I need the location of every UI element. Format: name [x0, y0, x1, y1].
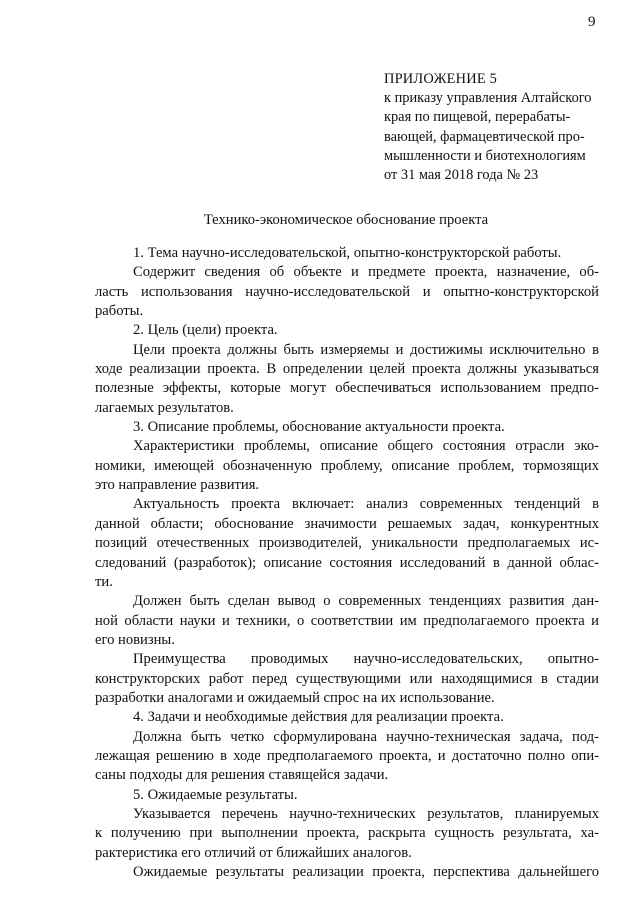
- appendix-line: от 31 мая 2018 года № 23: [384, 167, 539, 184]
- text-line: ходе реализации проекта. В определении целей проекта должны указываться: [95, 361, 599, 378]
- document-title: Технико-экономическое обоснование проекта: [203, 212, 489, 228]
- paragraph: [95, 805, 599, 863]
- appendix-block: [384, 70, 610, 185]
- text-line: работы.: [95, 303, 144, 320]
- text-line: 5. Ожидаемые результаты.: [133, 786, 298, 803]
- text-line: Актуальность проекта включает: анализ современных тенденций в: [133, 496, 599, 513]
- text-line: данной области; обоснование значимости решаемых задач, конкурентных: [95, 515, 599, 532]
- paragraph: [95, 863, 599, 882]
- text-line: номики, имеющей обозначенную проблему, описание проблем, тормозящих: [95, 457, 599, 474]
- text-line: Содержит сведения об объекте и предмете проекта, назначение, об-: [133, 264, 599, 281]
- paragraph: [95, 592, 599, 650]
- text-line: Указывается перечень научно-технических результатов, планируемых: [133, 805, 599, 822]
- section-heading: [95, 418, 599, 437]
- text-line: ласть использования научно-исследовательской и опытно-конструкторской: [95, 283, 599, 300]
- appendix-line: к приказу управления Алтайского: [384, 90, 592, 107]
- document-body: [95, 244, 599, 882]
- text-line: Должен быть сделан вывод о современных тенденциях развития дан-: [133, 593, 599, 610]
- text-line: рактеристика его отличий от ближайших аналогов.: [95, 844, 412, 861]
- text-line: Преимущества проводимых научно-исследовательских, опытно-: [133, 651, 599, 668]
- text-line: конструкторских работ перед существующими или находящимися в стадии: [95, 670, 599, 687]
- text-line: ти.: [95, 573, 113, 590]
- text-line: Цели проекта должны быть измеряемы и достижимы исключительно в: [133, 341, 599, 358]
- text-line: это направление развития.: [95, 477, 260, 494]
- text-line: его новизны.: [95, 631, 175, 648]
- text-line: 1. Тема научно-исследовательской, опытно-конструкторской работы.: [133, 245, 562, 261]
- appendix-line: вающей, фармацевтической про-: [384, 128, 585, 145]
- text-line: Характеристики проблемы, описание общего состояния отрасли эко-: [133, 438, 599, 455]
- text-line: 3. Описание проблемы, обоснование актуальности проекта.: [133, 419, 505, 436]
- text-line: Должна быть четко сформулирована научно-техническая задача, под-: [133, 728, 599, 745]
- paragraph: [95, 728, 599, 786]
- text-line: разработки аналогами и ожидаемый спрос на их использование.: [95, 689, 495, 706]
- appendix-title: ПРИЛОЖЕНИЕ 5: [384, 71, 498, 87]
- text-line: 2. Цель (цели) проекта.: [133, 322, 278, 339]
- text-line: ной области науки и техники, о соответствии им предполагаемого проекта и: [95, 612, 599, 629]
- page-number: 9: [588, 14, 596, 30]
- paragraph: [95, 650, 599, 708]
- text-line: саны подходы для решения ставящейся задачи.: [95, 767, 389, 784]
- paragraph: [95, 341, 599, 418]
- section-heading: [95, 708, 599, 727]
- text-line: следований (разработок); описание состояния исследований в данной облас-: [95, 554, 599, 571]
- paragraph: [95, 437, 599, 495]
- section-heading: [95, 244, 599, 263]
- text-line: лагаемых результатов.: [95, 399, 234, 416]
- text-line: Ожидаемые результаты реализации проекта, перспектива дальнейшего: [133, 864, 599, 880]
- section-heading: [95, 786, 599, 805]
- text-line: к получению при выполнении проекта, раскрыта сущность результата, ха-: [95, 825, 599, 842]
- text-line: полезные эффекты, которые могут обеспечиваться использованием предпо-: [95, 380, 599, 397]
- appendix-line: края по пищевой, перерабаты-: [384, 109, 571, 126]
- section-heading: [95, 321, 599, 340]
- text-line: лежащая решению в ходе предполагаемого проекта, и достаточно полно опи-: [95, 747, 599, 764]
- text-line: 4. Задачи и необходимые действия для реализации проекта.: [133, 709, 504, 726]
- appendix-line: мышленности и биотехнологиям: [384, 147, 586, 164]
- paragraph: [95, 263, 599, 321]
- text-line: позиций отечественных производителей, уникальности предполагаемых ис-: [95, 535, 599, 552]
- paragraph: [95, 495, 599, 592]
